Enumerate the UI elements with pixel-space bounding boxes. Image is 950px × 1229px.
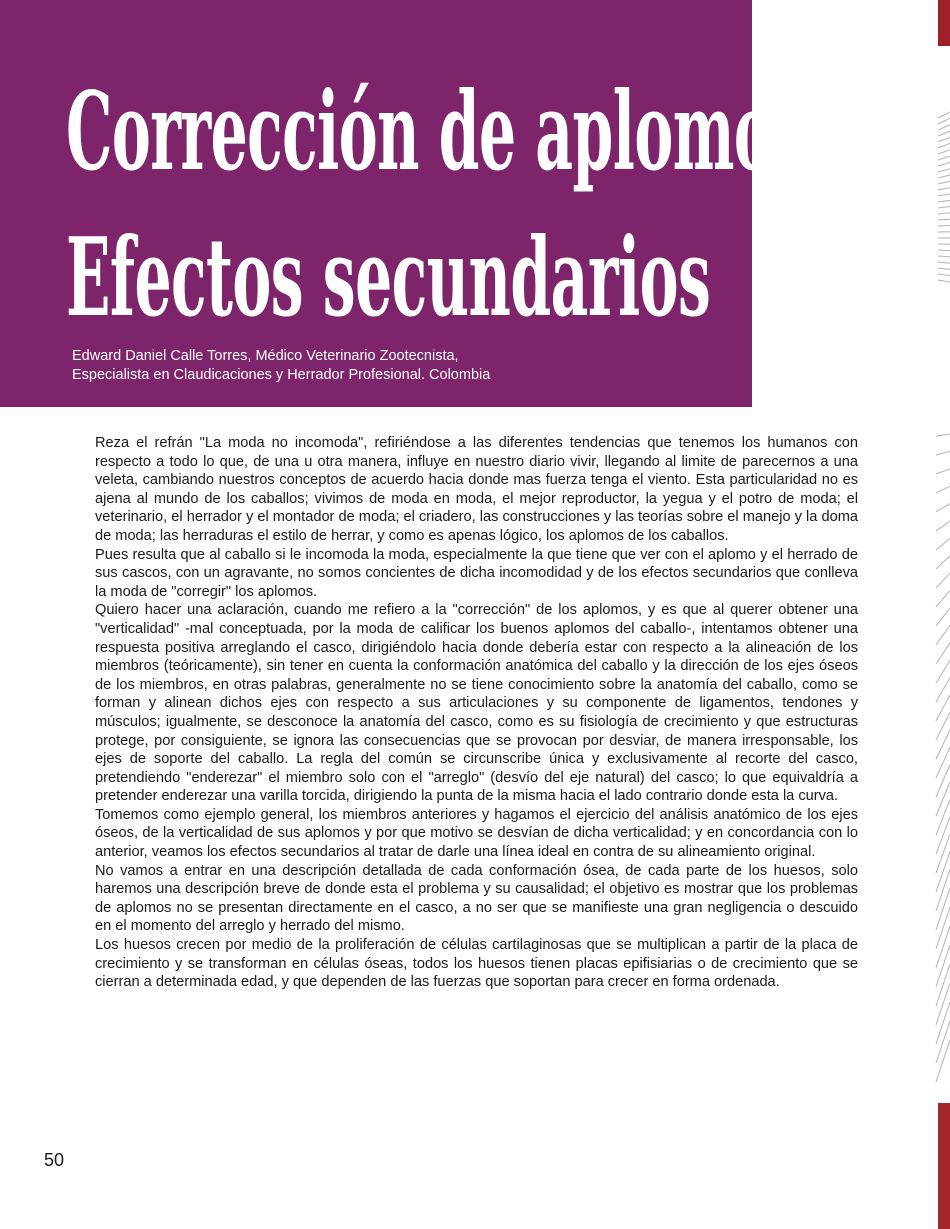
decorative-line [936,451,950,455]
article-title-line-1: Corrección de aplomos. [66,69,825,195]
body-paragraph: Pues resulta que al caballo si le incomoda la moda, especialmente la que tiene que ver con el aplomo y el herrado de sus cascos, con un agravante, no somos concientes de dicha incomodidad y de los efectos secundarios que conlleva la moda de "corregir" los aplomos. [95,546,858,600]
decorative-line-pattern [936,112,950,1082]
decorative-line [938,137,950,142]
author-line-2: Especialista en Claudicaciones y Herrador Profesional. Colombia [72,367,491,383]
decorative-line [938,213,950,214]
decorative-line [936,521,950,531]
decorative-line [936,556,950,569]
decorative-line [936,799,950,835]
decorative-line [938,256,950,257]
decorative-line [936,782,950,816]
decorative-line [936,945,950,987]
author-credit [72,347,490,385]
decorative-line [936,964,950,1006]
decorative-line [938,219,950,220]
article-title-line-2: Efectos secundarios [66,215,711,341]
decorative-line [938,194,950,196]
decorative-line [938,225,950,226]
page-edge-decoration [930,0,950,1229]
accent-bar-top [938,0,950,46]
body-paragraph: Tomemos como ejemplo general, los miembros anteriores y hagamos el ejercicio del análisis anatómico de los ejes óseos, de la verticalidad de sus aplomos y por que motivo se desvían de dicha verticalidad; y en concordancia con lo anterior, veamos los efectos secundarios al tratar de darle una línea ideal en contra de su alineamiento original. [95,806,858,861]
decorative-line [938,250,950,251]
decorative-line [936,730,950,759]
decorative-line [936,1021,950,1063]
decorative-line [938,188,950,190]
decorative-line [938,181,950,184]
decorative-line [938,274,950,276]
decorative-line [936,538,950,550]
decorative-line [936,434,950,436]
accent-bar-bottom [938,1103,950,1229]
decorative-line [938,207,950,209]
decorative-line [936,888,950,930]
decorative-line [936,765,950,797]
decorative-line [938,156,950,160]
body-paragraph: Reza el refrán "La moda no incomoda", refiriéndose a las diferentes tendencias que tenemos los humanos con respecto a todo lo que, de una u otra manera, influye en nuestro diario vivir, llegando al limite de parecernos a una veleta, cambiando nuestros conceptos de acuerdo hacia donde mas fuerza tenga el viento. Esta particularidad no es ajena al mundo de los caballos; vivimos de moda en moda, el mejor reproductor, la yegua y el potro de moda; el veterinario, el herrador y el montador de moda; el criadero, las construcciones y las teorías sobre el manejo y la doma de moda; las herraduras el estilo de herrar, y como es apenas lógico, los aplomos de los caballos. [95,435,858,544]
decorative-line [936,834,950,873]
decorative-line [938,162,950,166]
article-body [95,434,858,992]
decorative-line [936,573,950,588]
decorative-line [936,591,950,607]
decorative-line [936,926,950,968]
decorative-line [936,625,950,645]
decorative-line [938,131,950,136]
body-paragraph: Los huesos crecen por medio de la proliferación de células cartilaginosas que se multiplican a partir de la placa de crecimiento y se transforman en células óseas, todos los huesos tienen placas epifisiarias o de crecimiento que se cierran a determinada edad, y que dependen de las fuerzas que soportan para crecer en forma ordenada. [95,937,858,991]
title-banner [0,0,825,407]
decorative-line [936,907,950,949]
decorative-line [936,1002,950,1044]
decorative-line [936,747,950,778]
decorative-line [938,268,950,270]
decorative-line [938,150,950,154]
decorative-line [938,169,950,172]
author-line-1: Edward Daniel Calle Torres, Médico Veterinario Zootecnista, [72,348,459,364]
decorative-line [936,1040,950,1082]
decorative-line [936,608,950,626]
page-number: 50 [44,1150,65,1170]
decorative-line [936,852,950,892]
decorative-line [938,280,950,282]
decorative-line [936,660,950,683]
decorative-line [938,144,950,149]
decorative-line [938,200,950,202]
decorative-line [936,504,950,512]
decorative-line [938,118,950,124]
body-paragraph: Quiero hacer una aclaración, cuando me refiero a la "corrección" de los aplomos, y es que al querer obtener una "verticalidad" -mal conceptuada, por la moda de calificar los buenos aplomos del caballo-, intentamos obtener una respuesta positiva arreglando el casco, dirigiéndolo hacia donde debería estar con respecto a la alineación de los miembros (teóricamente), sin tener en cuenta la conformación anatómica del caballo y la dirección de los ejes óseos de los miembros, en otras palabras, generalmente no se tiene conocimiento sobre la anatomía del caballo, como se forman y alinean dichos ejes con respecto a sus articulaciones y su componente de ligamentos, tendones y músculos; igualmente, se desconoce la anatomía del casco, como es su fisiología de crecimiento y que estructuras protege, por consiguiente, se ignora las consecuencias que se provocan por desviar, de manera irresponsable, los ejes de soporte del caballo. La regla del común se circunscribe única y exclusivamente al recorte del casco, pretendiendo "enderezar" el miembro solo con el "arreglo" (desvío del eje natural) del casco; lo que equivaldría a pretender enderezar una varilla torcida, dirigiendo la punta de la misma hacia el lado contrario donde esta la curva. [95,602,858,805]
decorative-line [936,486,950,493]
decorative-line [936,469,950,474]
decorative-line [938,175,950,178]
decorative-line [936,643,950,664]
body-paragraph: No vamos a entrar en una descripción detallada de cada conformación ósea, de cada parte de los huesos, solo haremos una descripción breve de donde esta el problema y su causalidad; el objetivo es mostrar que los problemas de aplomos no se presentan directamente en el casco, a no ser que se manifieste una gran negligencia o descuido en el momento del arreglo y herrado del mismo. [95,862,858,935]
decorative-line [938,125,950,130]
decorative-line [936,817,950,854]
decorative-line [936,869,950,911]
decorative-line [936,983,950,1025]
decorative-line [938,112,950,118]
decorative-line [938,262,950,263]
